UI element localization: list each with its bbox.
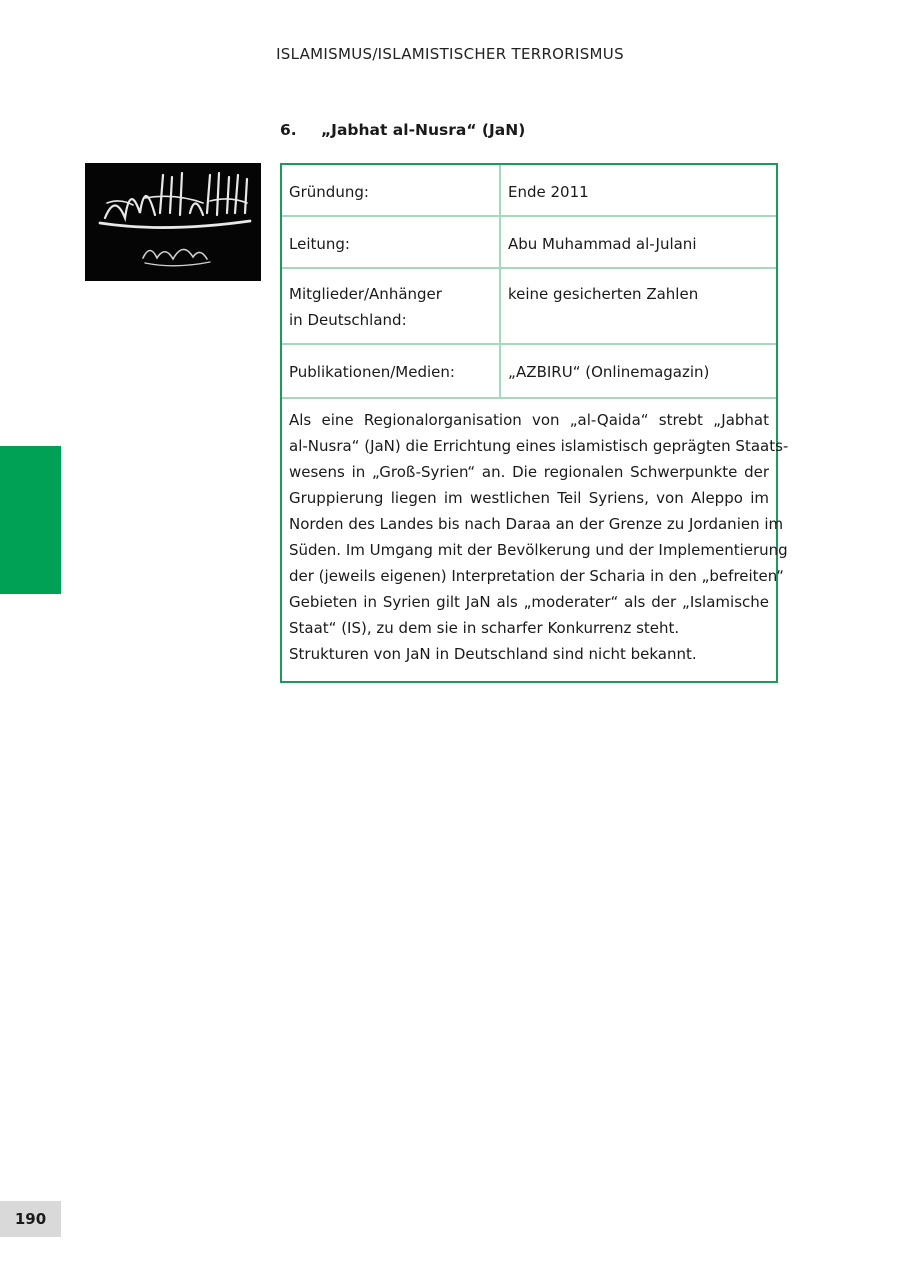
founding-label: Gründung: [282, 165, 500, 216]
running-head: ISLAMISMUS/ISLAMISTISCHER TERRORISMUS [276, 45, 624, 63]
description-line: Gruppierung liegen im westlichen Teil Syriens, von Aleppo im [289, 489, 769, 507]
table-row-founding [282, 165, 776, 216]
description-line: Norden des Landes bis nach Daraa an der Grenze zu Jordanien im [289, 515, 784, 533]
organization-emblem-image [85, 163, 261, 281]
publications-value: „AZBIRU“ (Onlinemagazin) [500, 344, 776, 398]
description-line: der (jeweils eigenen) Interpretation der Scharia in den „befreiten“ [289, 567, 784, 585]
section-title: „Jabhat al-Nusra“ (JaN) [321, 121, 526, 139]
page-number: 190 [0, 1201, 61, 1237]
members-label-line: Mitglieder/Anhänger [289, 285, 442, 303]
section-heading [280, 121, 525, 139]
table-row-members [282, 268, 776, 344]
leadership-value: Abu Muhammad al-Julani [500, 216, 776, 268]
members-value: keine gesicherten Zahlen [500, 268, 776, 344]
emblem-calligraphy [85, 163, 261, 281]
founding-value: Ende 2011 [500, 165, 776, 216]
description-line: Staat“ (IS), zu dem sie in scharfer Konkurrenz steht. [289, 619, 680, 637]
description-line: Süden. Im Umgang mit der Bevölkerung und der Implementierung [289, 541, 788, 559]
table-row-leadership [282, 216, 776, 268]
publications-label: Publikationen/Medien: [282, 344, 500, 398]
description-line: wesens in „Groß-Syrien“ an. Die regionalen Schwerpunkte der [289, 463, 769, 481]
members-label-line: in Deutschland: [289, 311, 407, 329]
profile-table [282, 165, 776, 399]
description-line: Gebieten in Syrien gilt JaN als „moderater“ als der „Islamische [289, 593, 769, 611]
table-row-publications [282, 344, 776, 398]
description-line: Strukturen von JaN in Deutschland sind nicht bekannt. [289, 645, 697, 663]
description-paragraph [282, 399, 789, 667]
members-label [282, 268, 500, 344]
leadership-label: Leitung: [282, 216, 500, 268]
section-number: 6. [280, 121, 297, 139]
description-line: al-Nusra“ (JaN) die Errichtung eines islamistisch geprägten Staats- [289, 437, 789, 455]
chapter-tab-marker [0, 446, 61, 594]
description-line: Als eine Regionalorganisation von „al-Qaida“ strebt „Jabhat [289, 411, 769, 429]
profile-box [280, 163, 789, 683]
